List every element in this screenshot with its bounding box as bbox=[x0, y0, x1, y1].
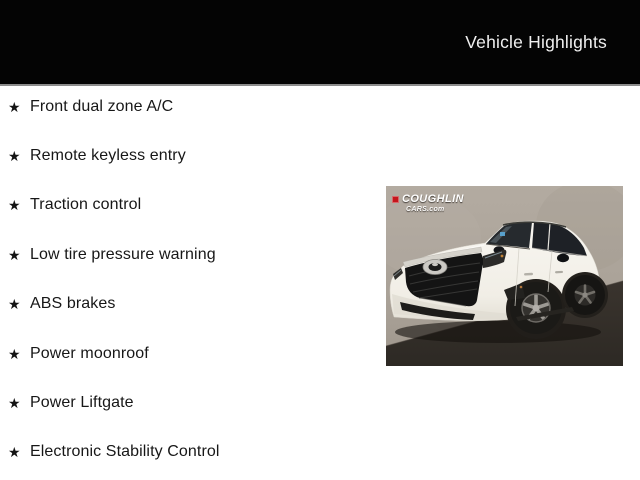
vehicle-photo bbox=[386, 186, 623, 366]
header-bar bbox=[0, 0, 640, 86]
feature-item bbox=[0, 131, 380, 180]
feature-list bbox=[0, 82, 380, 477]
star-bullet-icon: ★ bbox=[8, 246, 21, 263]
feature-item bbox=[0, 428, 380, 477]
feature-label: Power Liftgate bbox=[30, 394, 134, 412]
feature-label: Traction control bbox=[30, 196, 142, 214]
feature-label: Low tire pressure warning bbox=[30, 245, 216, 263]
coughlin-logo-icon bbox=[392, 196, 399, 203]
toyota-emblem bbox=[423, 260, 447, 275]
star-bullet-icon: ★ bbox=[8, 345, 21, 362]
star-bullet-icon: ★ bbox=[8, 296, 21, 313]
feature-item bbox=[0, 181, 380, 230]
feature-item bbox=[0, 378, 380, 427]
star-bullet-icon: ★ bbox=[8, 197, 21, 214]
star-bullet-icon: ★ bbox=[8, 148, 21, 165]
feature-item bbox=[0, 82, 380, 131]
vehicle-highlights-title: Vehicle Highlights bbox=[465, 31, 607, 52]
car-shadow bbox=[395, 321, 601, 343]
star-bullet-icon: ★ bbox=[8, 395, 21, 412]
feature-label: ABS brakes bbox=[30, 295, 116, 313]
far-side-mirror bbox=[557, 254, 569, 262]
feature-item bbox=[0, 280, 380, 329]
feature-label: Remote keyless entry bbox=[30, 147, 186, 165]
feature-label: Power moonroof bbox=[30, 344, 149, 362]
dealer-watermark bbox=[392, 194, 464, 213]
feature-label: Electronic Stability Control bbox=[30, 443, 220, 461]
feature-item bbox=[0, 230, 380, 279]
star-bullet-icon: ★ bbox=[8, 98, 21, 115]
star-bullet-icon: ★ bbox=[8, 444, 21, 461]
dealer-site: CARS.com bbox=[406, 206, 445, 213]
feature-item bbox=[0, 329, 380, 378]
dealer-name: COUGHLIN bbox=[402, 193, 464, 205]
feature-label: Front dual zone A/C bbox=[30, 97, 174, 115]
car-illustration bbox=[386, 186, 623, 366]
